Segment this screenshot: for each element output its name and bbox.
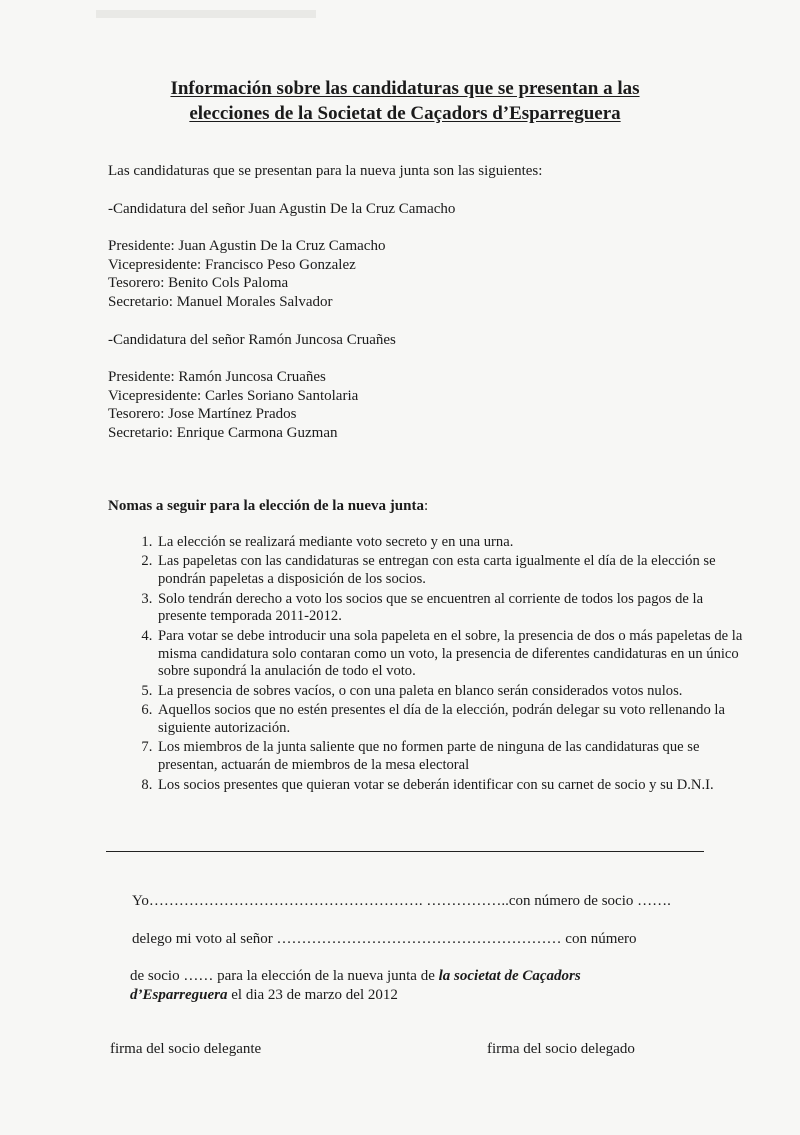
norma-item: 5. La presencia de sobres vacíos, o con una paleta en blanco serán considerados votos nulos. [156, 683, 746, 701]
role-presidente: Presidente: Juan Agustin De la Cruz Camacho [108, 238, 386, 254]
form-line-delego: delego mi voto al señor ………………………………………………… con número [132, 931, 637, 947]
firma-delegante-label: firma del socio delegante [110, 1041, 262, 1057]
normas-list [124, 534, 746, 796]
role-tesorero: Tesorero: Benito Cols Paloma [108, 275, 289, 292]
candidatura-2-heading: -Candidatura del señor Ramón Juncosa Cruañes [108, 332, 396, 348]
candidatura-1-heading: -Candidatura del señor Juan Agustin De la Cruz Camacho [108, 201, 456, 217]
role-secretario: Secretario: Manuel Morales Salvador [108, 293, 333, 310]
norma-item: 6. Aquellos socios que no estén presentes el día de la elección, podrán delegar su voto rellenando la siguiente autorización. [156, 702, 746, 738]
role-presidente: Presidente: Ramón Juncosa Cruañes [108, 369, 326, 385]
role-secretario: Secretario: Enrique Carmona Guzman [108, 424, 338, 441]
document-title [100, 76, 710, 126]
society-name-part-2: d’Esparreguera [130, 987, 228, 1003]
intro-text: Las candidaturas que se presentan para la nueva junta son las siguientes: [108, 163, 543, 179]
normas-heading [108, 497, 428, 515]
normas-heading-text: Nomas a seguir para la elección de la nueva junta [108, 498, 424, 514]
title-line-1: Información sobre las candidaturas que se presentan a las [170, 78, 640, 99]
role-vicepresidente: Vicepresidente: Francisco Peso Gonzalez [108, 256, 356, 273]
form-line-fecha-text: el dia 23 de marzo del 2012 [227, 987, 398, 1003]
section-divider [106, 851, 704, 852]
candidatura-2-roles [108, 368, 358, 442]
scan-artifact [96, 10, 316, 18]
form-line-fecha [130, 986, 398, 1004]
role-vicepresidente: Vicepresidente: Carles Soriano Santolaria [108, 387, 359, 404]
norma-item: 3. Solo tendrán derecho a voto los socios que se encuentren al corriente de todos los pagos de la presente temporada 2011-2012. [156, 591, 746, 627]
form-line-yo: Yo………………………………………………. ……………..con número de socio ……. [132, 893, 671, 909]
form-line-socio-text: de socio …… para la elección de la nueva junta de [130, 968, 439, 984]
firma-delegado-label: firma del socio delegado [487, 1041, 635, 1057]
society-name-part-1: la societat de Caçadors [438, 968, 581, 984]
norma-item: 7. Los miembros de la junta saliente que no formen parte de ninguna de las candidaturas que se presentan, actuarán de miembros de la mesa electoral [156, 739, 746, 775]
title-line-2: elecciones de la Societat de Caçadors d’Esparreguera [189, 103, 621, 124]
role-tesorero: Tesorero: Jose Martínez Prados [108, 406, 297, 423]
candidatura-1-roles [108, 237, 385, 311]
normas-heading-colon: : [423, 498, 429, 514]
norma-item: 8. Los socios presentes que quieran votar se deberán identificar con su carnet de socio y su D.N.I. [156, 777, 746, 795]
norma-item: 2. Las papeletas con las candidaturas se entregan con esta carta igualmente el día de la elección se pondrán papeletas a disposición de los socios. [156, 553, 746, 589]
norma-item: 1. La elección se realizará mediante voto secreto y en una urna. [156, 534, 746, 552]
norma-item: 4. Para votar se debe introducir una sola papeleta en el sobre, la presencia de dos o más papeletas de la misma candidatura solo contaran como un voto, la presencia de diferentes candidaturas en un único sobre supondrá la anulación de todo el voto. [156, 628, 746, 681]
form-line-socio [130, 967, 581, 985]
